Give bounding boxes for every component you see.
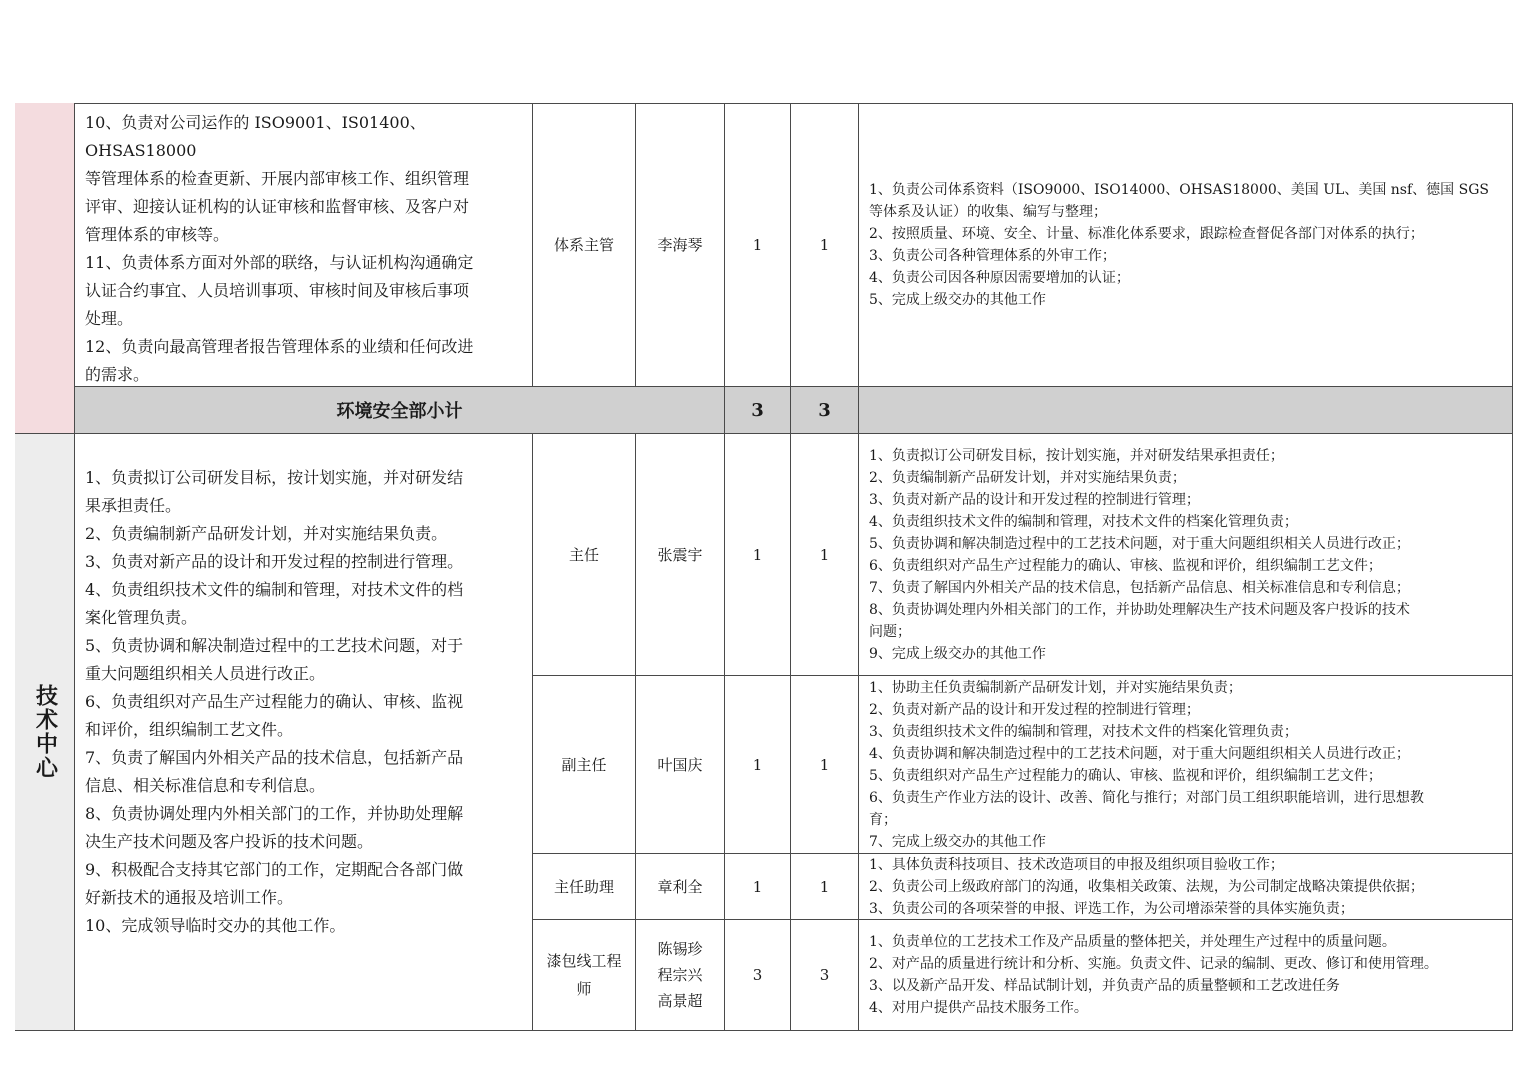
duty-line: 12、负责向最高管理者报告管理体系的业绩和任何改进: [85, 337, 474, 356]
duty-line: 5、负责协调和解决制造过程中的工艺技术问题，对于重大问题组织相关人员进行改正；: [869, 535, 1410, 552]
duty-line: 10、负责对公司运作的 ISO9001、IS01400、OHSAS18000: [85, 113, 426, 160]
duty-line: 3、以及新产品开发、样品试制计划，并负责产品的质量整顿和工艺改进任务: [869, 978, 1340, 994]
employee-name: 李海琴: [657, 235, 703, 254]
duty-line: 11、负责体系方面对外部的联络，与认证机构沟通确定: [85, 253, 474, 272]
actual-count-cell: [791, 103, 859, 387]
duty-line: 1、负责拟订公司研发目标，按计划实施，并对研发结: [85, 468, 464, 487]
employee-name: 陈锡珍: [657, 940, 703, 958]
position-label: 漆包线工程师: [546, 952, 622, 998]
duty-line: 6、负责生产作业方法的设计、改善、简化与推行；对部门员工组织职能培训，进行思想教: [869, 789, 1424, 806]
planned-count-cell: [725, 920, 791, 1031]
duty-line: 5、负责组织对产品生产过程能力的确认、审核、监视和评价，组织编制工艺文件；: [869, 767, 1382, 784]
position-label: 主任: [568, 545, 599, 564]
duty-line: 案化管理负责。: [85, 608, 198, 627]
duty-line: 的需求。: [85, 365, 150, 384]
name-cell: [636, 920, 725, 1031]
name-cell: [636, 103, 725, 387]
duty-line: 评审、迎接认证机构的认证审核和监督审核、及客户对: [85, 197, 470, 216]
duty-line: 10、完成领导临时交办的其他工作。: [85, 916, 346, 935]
actual-count-cell: [791, 920, 859, 1031]
duty-line: 1、具体负责科技项目、技术改造项目的申报及组织项目验收工作；: [869, 856, 1284, 873]
duty-line: 好新技术的通报及培训工作。: [85, 888, 294, 907]
duty-line: 信息、相关标准信息和专利信息。: [85, 776, 326, 795]
duty-line: 认证合约事宜、人员培训事项、审核时间及审核后事项: [85, 281, 470, 300]
position-label: 体系主管: [553, 235, 614, 254]
planned-count-cell: [725, 434, 791, 676]
position-cell: [533, 854, 636, 920]
duty-line: 重大问题组织相关人员进行改正。: [85, 664, 326, 683]
env-dept-column: [15, 103, 75, 434]
subtotal-label-cell: [75, 387, 725, 434]
duty-line: 1、负责拟订公司研发目标，按计划实施，并对研发结果承担责任；: [869, 447, 1284, 464]
actual-count: 1: [819, 755, 830, 774]
duty-line: 3、负责对新产品的设计和开发过程的控制进行管理。: [85, 552, 464, 571]
subtotal-planned: 3: [751, 399, 764, 421]
name-cell: [636, 854, 725, 920]
duty-line: 等管理体系的检查更新、开展内部审核工作、组织管理: [85, 169, 470, 188]
employee-name: 张震宇: [657, 545, 703, 564]
duty-line: 8、负责协调处理内外相关部门的工作，并协助处理解: [85, 804, 464, 823]
position-cell: [533, 434, 636, 676]
duty-line: 等体系及认证）的收集、编写与整理；: [869, 203, 1107, 220]
duty-line: 4、负责组织技术文件的编制和管理，对技术文件的档案化管理负责；: [869, 513, 1298, 530]
duty-line: 7、完成上级交办的其他工作: [869, 833, 1046, 850]
actual-count-cell: [791, 676, 859, 854]
dept-name: 技术中心: [32, 684, 58, 780]
duty-line: 4、负责公司因各种原因需要增加的认证；: [869, 269, 1130, 286]
tech-dept-duties: [75, 434, 533, 1031]
actual-count: 3: [819, 966, 830, 984]
duty-line: 2、负责对新产品的设计和开发过程的控制进行管理；: [869, 701, 1200, 718]
actual-count-cell: [791, 434, 859, 676]
subtotal-planned-cell: [725, 387, 791, 434]
duty-line: 4、负责组织技术文件的编制和管理，对技术文件的档: [85, 580, 464, 599]
position-duties-cell: [859, 434, 1513, 676]
duty-line: 5、负责协调和解决制造过程中的工艺技术问题，对于: [85, 636, 464, 655]
duty-line: 2、负责编制新产品研发计划，并对实施结果负责。: [85, 524, 448, 543]
duty-line: 2、对产品的质量进行统计和分析、实施。负责文件、记录的编制、更改、修订和使用管理。: [869, 956, 1438, 972]
duty-line: 7、负责了解国内外相关产品的技术信息，包括新产品信息、相关标准信息和专利信息；: [869, 579, 1410, 596]
position-label: 副主任: [561, 755, 607, 774]
position-duties-cell: [859, 854, 1513, 920]
duty-line: 8、负责协调处理内外相关部门的工作，并协助处理解决生产技术问题及客户投诉的技术: [869, 601, 1410, 618]
position-cell: [533, 920, 636, 1031]
duty-line: 9、完成上级交办的其他工作: [869, 645, 1046, 662]
subtotal-actual: 3: [818, 399, 831, 421]
duty-line: 管理体系的审核等。: [85, 225, 230, 244]
duty-line: 4、负责协调和解决制造过程中的工艺技术问题，对于重大问题组织相关人员进行改正；: [869, 745, 1410, 762]
duty-line: 2、负责公司上级政府部门的沟通，收集相关政策、法规，为公司制定战略决策提供依据；: [869, 878, 1424, 895]
actual-count: 1: [819, 545, 830, 564]
employee-name: 章利全: [657, 877, 703, 896]
duty-line: 3、负责对新产品的设计和开发过程的控制进行管理；: [869, 491, 1200, 508]
duty-line: 问题；: [869, 623, 911, 640]
duty-line: 1、协助主任负责编制新产品研发计划，并对实施结果负责；: [869, 679, 1242, 696]
duty-line: 果承担责任。: [85, 496, 182, 515]
duty-line: 2、负责编制新产品研发计划，并对实施结果负责；: [869, 469, 1186, 486]
duty-line: 6、负责组织对产品生产过程能力的确认、审核、监视: [85, 692, 464, 711]
duty-line: 9、积极配合支持其它部门的工作，定期配合各部门做: [85, 860, 464, 879]
tech-dept-column: [15, 434, 75, 1031]
duty-line: 1、负责单位的工艺技术工作及产品质量的整体把关，并处理生产过程中的质量问题。: [869, 934, 1396, 950]
position-label: 主任助理: [553, 877, 614, 896]
duty-line: 决生产技术问题及客户投诉的技术问题。: [85, 832, 374, 851]
actual-count: 1: [819, 877, 830, 896]
actual-count-cell: [791, 854, 859, 920]
duty-line: 5、完成上级交办的其他工作: [869, 291, 1046, 308]
position-duties-cell: [859, 676, 1513, 854]
name-cell: [636, 434, 725, 676]
duty-line: 4、对用户提供产品技术服务工作。: [869, 1000, 1088, 1016]
position-cell: [533, 103, 636, 387]
env-dept-duties: [75, 103, 533, 387]
planned-count: 1: [752, 545, 763, 564]
planned-count-cell: [725, 676, 791, 854]
employee-name: 叶国庆: [657, 755, 703, 774]
subtotal-blank-cell: [859, 387, 1513, 434]
employee-name: 程宗兴: [657, 966, 703, 984]
duty-line: 7、负责了解国内外相关产品的技术信息，包括新产品: [85, 748, 464, 767]
planned-count: 1: [752, 235, 763, 254]
name-cell: [636, 676, 725, 854]
subtotal-actual-cell: [791, 387, 859, 434]
duty-line: 和评价，组织编制工艺文件。: [85, 720, 294, 739]
planned-count: 3: [752, 966, 763, 984]
duty-line: 1、负责公司体系资料（ISO9000、ISO14000、OHSAS18000、美国 UL、美国 nsf、德国 SGS: [869, 181, 1489, 198]
position-duties-cell: [859, 920, 1513, 1031]
duty-line: 6、负责组织对产品生产过程能力的确认、审核、监视和评价，组织编制工艺文件；: [869, 557, 1382, 574]
duty-line: 3、负责公司各种管理体系的外审工作；: [869, 247, 1116, 264]
position-duties-cell: [859, 103, 1513, 387]
duty-line: 3、负责组织技术文件的编制和管理，对技术文件的档案化管理负责；: [869, 723, 1298, 740]
duty-line: 2、按照质量、环境、安全、计量、标准化体系要求，跟踪检查督促各部门对体系的执行；: [869, 225, 1424, 242]
planned-count: 1: [752, 877, 763, 896]
actual-count: 1: [819, 235, 830, 254]
subtotal-label: 环境安全部小计: [336, 401, 463, 422]
planned-count-cell: [725, 854, 791, 920]
planned-count: 1: [752, 755, 763, 774]
employee-name: 高景超: [657, 992, 703, 1010]
duty-line: 处理。: [85, 309, 134, 328]
duty-line: 3、负责公司的各项荣誉的申报、评选工作，为公司增添荣誉的具体实施负责；: [869, 900, 1354, 917]
position-cell: [533, 676, 636, 854]
planned-count-cell: [725, 103, 791, 387]
duty-line: 育；: [869, 811, 897, 828]
